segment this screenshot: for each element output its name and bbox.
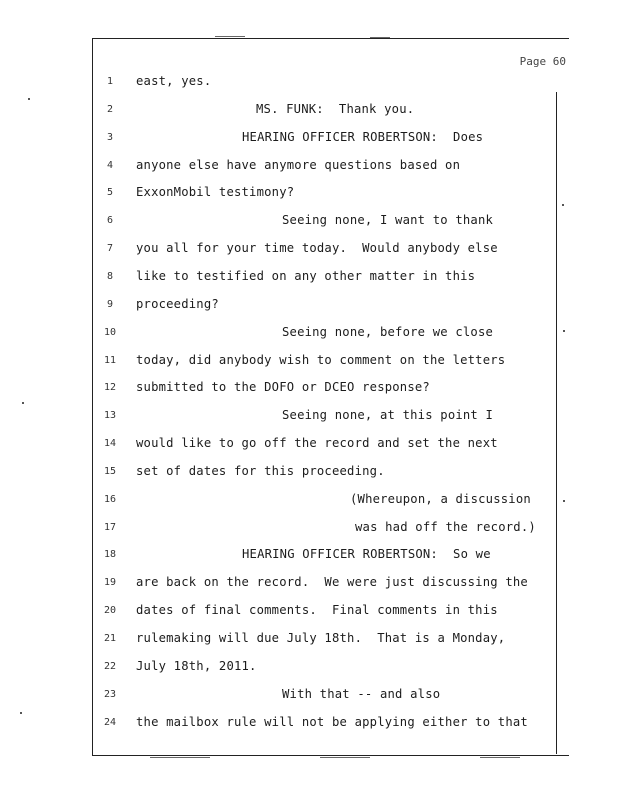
transcript-line — [92, 239, 562, 259]
transcript-line — [92, 100, 562, 120]
line-number: 10 — [103, 326, 117, 338]
line-text: are back on the record. We were just discussing the — [136, 575, 528, 590]
line-number: 2 — [106, 103, 114, 115]
transcript-line — [92, 545, 562, 565]
transcript-line — [92, 211, 562, 231]
line-text: ExxonMobil testimony? — [136, 185, 295, 200]
line-text: Seeing none, I want to thank — [282, 213, 494, 228]
transcript-line — [92, 573, 562, 593]
line-number: 9 — [106, 298, 114, 310]
line-text: HEARING OFFICER ROBERTSON: Does — [242, 129, 484, 144]
line-text: dates of final comments. Final comments in this — [136, 603, 498, 618]
line-number: 4 — [106, 159, 114, 171]
line-number: 20 — [103, 605, 117, 617]
transcript-line — [92, 434, 562, 454]
line-number: 18 — [103, 549, 117, 561]
transcript-line — [92, 183, 562, 203]
line-text: anyone else have anymore questions based on — [136, 157, 461, 172]
line-text: today, did anybody wish to comment on the letters — [136, 352, 506, 367]
line-text: MS. FUNK: Thank you. — [256, 101, 415, 116]
line-number: 3 — [106, 131, 114, 143]
transcript-line — [92, 601, 562, 621]
transcript-line — [92, 490, 562, 510]
transcript-line — [92, 406, 562, 426]
scan-speck — [563, 500, 565, 502]
transcript-line — [92, 156, 562, 176]
scan-speck — [28, 98, 30, 100]
line-text: HEARING OFFICER ROBERTSON: So we — [242, 547, 491, 562]
line-number: 11 — [103, 354, 117, 366]
transcript-line — [92, 685, 562, 705]
line-number: 5 — [106, 187, 114, 199]
line-number: 6 — [106, 215, 114, 227]
scan-artifact — [370, 37, 390, 38]
line-text: With that -- and also — [282, 686, 441, 701]
transcript-line — [92, 629, 562, 649]
scan-speck — [20, 712, 22, 714]
transcript-line — [92, 295, 562, 315]
line-text: Seeing none, before we close — [282, 324, 494, 339]
line-number: 21 — [103, 633, 117, 644]
line-text: the mailbox rule will not be applying either to that — [136, 714, 528, 729]
line-number: 22 — [103, 660, 117, 672]
line-number: 8 — [106, 270, 114, 282]
line-text: (Whereupon, a discussion — [350, 491, 531, 506]
line-number: 14 — [103, 438, 117, 450]
transcript-line — [92, 657, 562, 677]
line-number: 12 — [103, 382, 117, 394]
line-number: 19 — [103, 577, 117, 589]
line-number: 13 — [103, 410, 117, 422]
transcript-line — [92, 462, 562, 482]
scan-artifact — [480, 757, 520, 758]
line-text: submitted to the DOFO or DCEO response? — [136, 380, 430, 395]
transcript-line — [92, 267, 562, 287]
line-text: Seeing none, at this point I — [282, 408, 494, 423]
line-number: 7 — [106, 243, 114, 255]
scan-artifact — [150, 757, 210, 758]
transcript-line — [92, 72, 562, 92]
line-number: 1 — [106, 76, 114, 87]
line-text: east, yes. — [136, 74, 212, 88]
line-number: 16 — [103, 493, 117, 505]
line-number: 24 — [103, 716, 117, 728]
scan-artifact — [320, 757, 370, 758]
transcript-line — [92, 323, 562, 343]
line-text: was had off the record.) — [355, 519, 536, 534]
transcript-line — [92, 378, 562, 398]
line-text: proceeding? — [136, 296, 219, 311]
line-text: you all for your time today. Would anybody else — [136, 241, 498, 256]
line-text: rulemaking will due July 18th. That is a Monday, — [136, 631, 506, 645]
line-number: 17 — [103, 521, 117, 533]
line-text: set of dates for this proceeding. — [136, 463, 385, 478]
scan-speck — [562, 204, 564, 206]
transcript-line — [92, 351, 562, 371]
line-text: would like to go off the record and set the next — [136, 436, 498, 451]
line-text: July 18th, 2011. — [136, 658, 257, 673]
line-number: 15 — [103, 465, 117, 477]
scan-artifact — [215, 36, 245, 37]
transcript-line — [92, 128, 562, 148]
line-text: like to testified on any other matter in this — [136, 268, 476, 283]
scan-speck — [563, 330, 565, 332]
transcript-line — [92, 518, 562, 538]
scan-speck — [22, 402, 24, 404]
transcript-line — [92, 713, 562, 733]
page-number: Page 60 — [519, 55, 566, 68]
line-number: 23 — [103, 688, 117, 700]
